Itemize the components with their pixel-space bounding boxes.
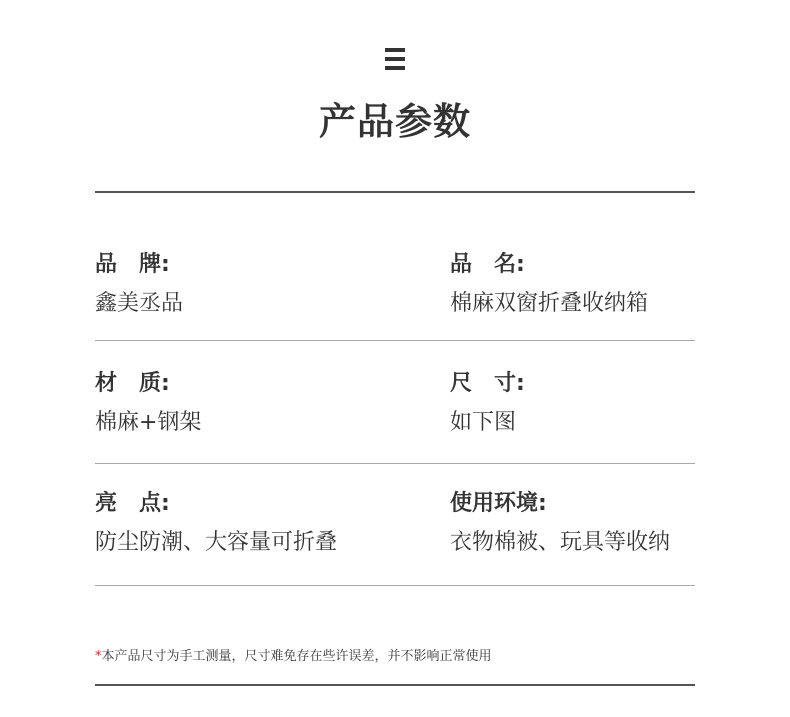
menu-icon <box>385 47 405 71</box>
param-value: 鑫美丞品 <box>95 291 184 316</box>
param-label: 材 质: <box>95 371 170 396</box>
param-value: 防尘防潮、大容量可折叠 <box>95 530 338 555</box>
footnote-text: 本产品尺寸为手工测量，尺寸难免存在些许误差，并不影响正常使用 <box>101 649 492 664</box>
param-value: 棉麻双窗折叠收纳箱 <box>450 291 649 316</box>
param-material <box>95 369 201 438</box>
param-label: 品 牌: <box>95 252 170 277</box>
param-size <box>450 369 525 438</box>
row-divider <box>95 340 695 341</box>
param-brand <box>95 250 183 319</box>
param-value: 棉麻+钢架 <box>95 410 202 435</box>
bottom-divider <box>95 684 695 686</box>
param-product-name <box>450 250 648 319</box>
row-divider <box>95 585 695 586</box>
param-label: 品 名: <box>450 252 525 277</box>
param-value: 如下图 <box>450 410 517 435</box>
row-divider <box>95 463 695 464</box>
footnote-mark: * <box>95 649 102 664</box>
param-label: 亮 点: <box>95 491 170 516</box>
footnote <box>95 647 492 667</box>
param-value: 衣物棉被、玩具等收纳 <box>450 530 671 555</box>
param-usage <box>450 489 670 558</box>
page-title: 产品参数 <box>319 100 471 143</box>
param-label: 使用环境: <box>450 491 547 516</box>
param-highlights <box>95 489 337 558</box>
param-label: 尺 寸: <box>450 371 525 396</box>
title-divider <box>95 191 695 193</box>
